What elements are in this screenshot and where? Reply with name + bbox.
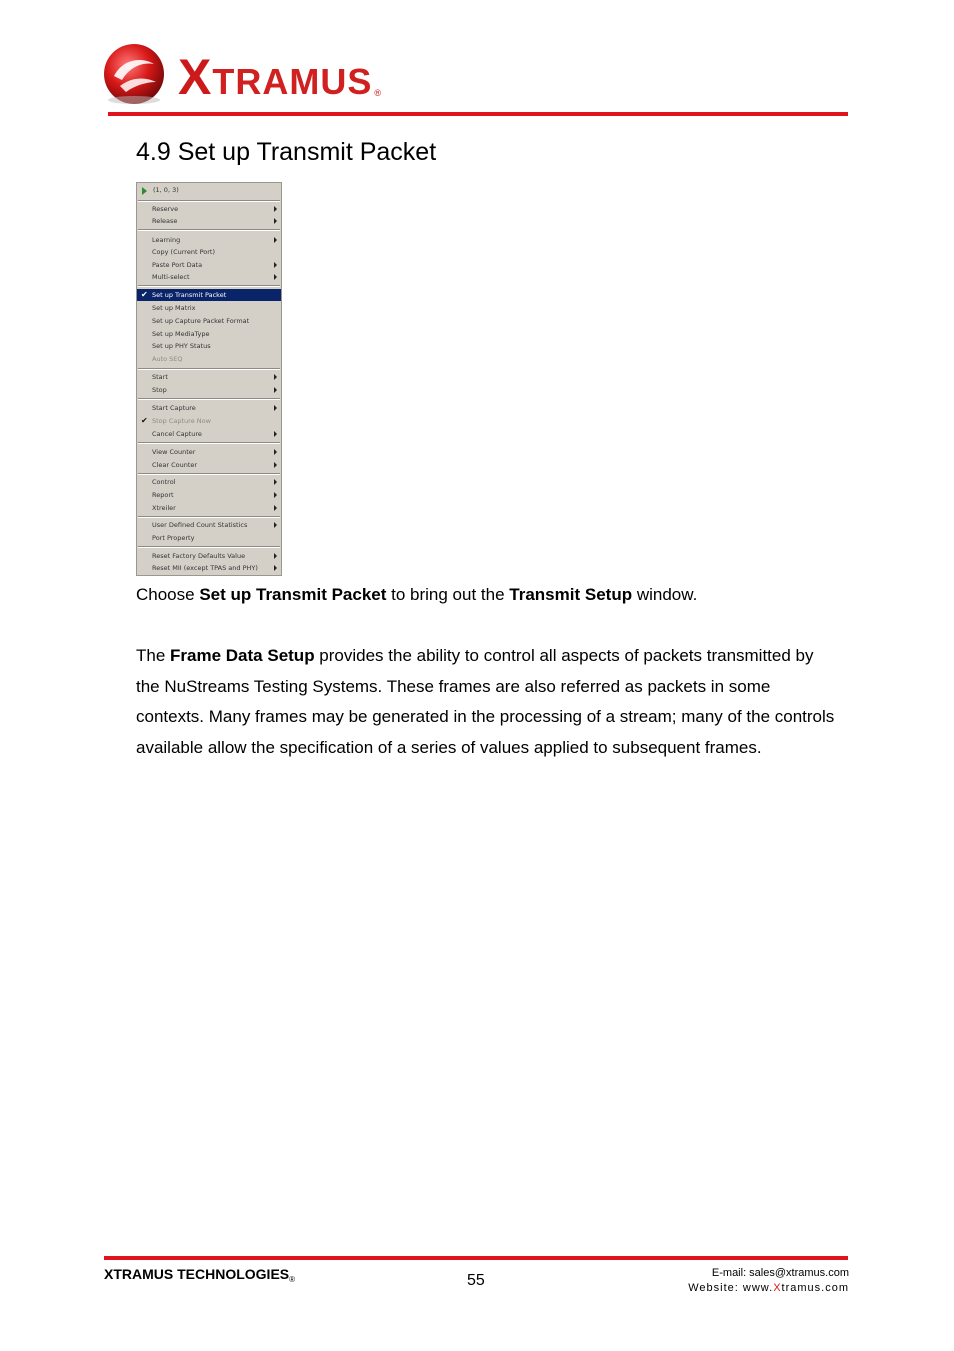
menu-item-report[interactable]	[137, 489, 281, 501]
menu-item-paste-port-data[interactable]	[137, 259, 281, 271]
text-run: provides the ability to control all aspects of packets transmitted by the NuStreams Testing Systems. These frames are also referred as packets in some contexts. Many frames may be generated in the processing of a stream; many of the controls available allow the specification of a series of values applied to subsequent frames.	[136, 646, 835, 757]
menu-separator	[138, 473, 280, 475]
menu-item-set-up-phy-status[interactable]	[137, 340, 281, 352]
menu-item-label: Reserve	[152, 205, 179, 213]
checkmark-icon: ✔	[141, 290, 148, 299]
text-run: window.	[632, 585, 698, 604]
menu-item-reserve[interactable]	[137, 203, 281, 215]
text-run: X	[773, 1282, 782, 1294]
menu-item-label: Reset Factory Defaults Value	[152, 552, 246, 560]
submenu-arrow-icon	[274, 262, 277, 268]
menu-separator	[138, 442, 280, 444]
submenu-arrow-icon	[274, 405, 277, 411]
menu-item-label: View Counter	[152, 448, 196, 456]
menu-separator	[138, 229, 280, 231]
text-run: tramus.com	[781, 1282, 849, 1294]
menu-item-label: Clear Counter	[152, 461, 198, 469]
submenu-arrow-icon	[274, 274, 277, 280]
menu-item-start-capture[interactable]	[137, 402, 281, 414]
menu-item-label: User Defined Count Statistics	[152, 521, 248, 529]
menu-item-set-up-mediatype[interactable]	[137, 328, 281, 340]
submenu-arrow-icon	[274, 492, 277, 498]
menu-item-label: Report	[152, 491, 174, 499]
submenu-arrow-icon	[274, 553, 277, 559]
menu-item-cancel-capture[interactable]	[137, 428, 281, 440]
menu-item-label: Start	[152, 373, 168, 381]
menu-item-label: Xtreiler	[152, 504, 176, 512]
menu-item-user-defined-count-statistics[interactable]	[137, 519, 281, 531]
footer-website	[688, 1281, 849, 1296]
description-paragraph	[136, 641, 836, 763]
menu-item-set-up-transmit-packet[interactable]	[137, 289, 281, 301]
submenu-arrow-icon	[274, 206, 277, 212]
menu-item-label: Copy (Current Port)	[152, 248, 215, 256]
menu-item-label: Stop	[152, 386, 167, 394]
submenu-arrow-icon	[274, 449, 277, 455]
xtramus-globe-icon	[100, 38, 170, 108]
menu-item-view-counter[interactable]	[137, 446, 281, 458]
xtramus-logo	[100, 38, 430, 110]
submenu-arrow-icon	[274, 218, 277, 224]
menu-item-label: Set up Transmit Packet	[152, 291, 227, 299]
menu-separator	[138, 200, 280, 202]
footer-contact	[688, 1266, 849, 1296]
menu-item-label: Paste Port Data	[152, 261, 203, 269]
page-number: 55	[467, 1272, 485, 1289]
menu-item-copy[interactable]	[137, 246, 281, 258]
bold-term: Set up Transmit Packet	[199, 585, 387, 604]
text-run: The	[136, 646, 171, 665]
menu-item-label: Stop Capture Now	[152, 417, 211, 425]
company-name: XTRAMUS TECHNOLOGIES	[104, 1266, 290, 1282]
footer-email: E-mail: sales@xtramus.com	[711, 1267, 849, 1279]
menu-item-release[interactable]	[137, 215, 281, 227]
menu-item-multi-select[interactable]	[137, 271, 281, 283]
menu-item-control[interactable]	[137, 476, 281, 488]
menu-item-stop[interactable]	[137, 384, 281, 396]
submenu-arrow-icon	[274, 462, 277, 468]
instruction-paragraph	[136, 580, 836, 611]
menu-item-label: Set up MediaType	[152, 330, 210, 338]
menu-separator	[138, 285, 280, 287]
port-context-menu	[136, 182, 282, 576]
menu-item-label: Cancel Capture	[152, 430, 202, 438]
menu-item-set-up-capture-packet-format[interactable]	[137, 315, 281, 327]
registered-mark: ®	[289, 1275, 296, 1284]
checkmark-icon: ✔	[141, 416, 148, 425]
submenu-arrow-icon	[274, 479, 277, 485]
menu-item-start[interactable]	[137, 371, 281, 383]
menu-item-label: Set up Matrix	[152, 304, 196, 312]
submenu-arrow-icon	[274, 565, 277, 571]
menu-item-label: Start Capture	[152, 404, 196, 412]
section-title: 4.9 Set up Transmit Packet	[136, 138, 437, 166]
header-rule	[108, 112, 848, 116]
menu-item-label: Set up PHY Status	[152, 342, 211, 350]
menu-item-label: Port Property	[152, 534, 195, 542]
footer-company	[104, 1266, 295, 1284]
menu-separator	[138, 516, 280, 518]
menu-item-port-property[interactable]	[137, 532, 281, 544]
menu-item-label: Set up Capture Packet Format	[152, 317, 250, 325]
bold-term: Transmit Setup	[509, 585, 633, 604]
menu-separator	[138, 368, 280, 370]
submenu-arrow-icon	[274, 505, 277, 511]
menu-item-label: Auto SEQ	[152, 355, 183, 363]
submenu-arrow-icon	[274, 522, 277, 528]
menu-title-row	[137, 183, 281, 199]
menu-item-label: Release	[152, 217, 178, 225]
text-run: to bring out the	[386, 585, 510, 604]
submenu-arrow-icon	[274, 237, 277, 243]
menu-item-label: Reset MII (except TPAS and PHY)	[152, 564, 258, 572]
menu-item-set-up-matrix[interactable]	[137, 302, 281, 314]
submenu-arrow-icon	[274, 387, 277, 393]
menu-item-label: Control	[152, 478, 176, 486]
menu-title: (1, 0, 3)	[153, 186, 179, 194]
play-icon	[142, 187, 147, 195]
bold-term: Frame Data Setup	[170, 646, 315, 665]
footer-rule	[104, 1256, 848, 1260]
menu-item-xtreiler[interactable]	[137, 502, 281, 514]
menu-item-learning[interactable]	[137, 234, 281, 246]
menu-item-auto-seq	[137, 353, 281, 365]
text-run: Choose	[136, 585, 200, 604]
text-run: Website: www.	[688, 1282, 774, 1294]
menu-separator	[138, 398, 280, 400]
submenu-arrow-icon	[274, 374, 277, 380]
menu-item-reset-mii[interactable]	[137, 562, 281, 574]
logo-wordmark: XTRAMUS ®	[178, 49, 382, 105]
menu-item-label: Multi-select	[152, 273, 190, 281]
menu-item-reset-factory-defaults[interactable]	[137, 550, 281, 562]
menu-item-label: Learning	[152, 236, 181, 244]
menu-separator	[138, 546, 280, 548]
menu-item-stop-capture-now	[137, 415, 281, 427]
menu-item-clear-counter[interactable]	[137, 459, 281, 471]
submenu-arrow-icon	[274, 431, 277, 437]
